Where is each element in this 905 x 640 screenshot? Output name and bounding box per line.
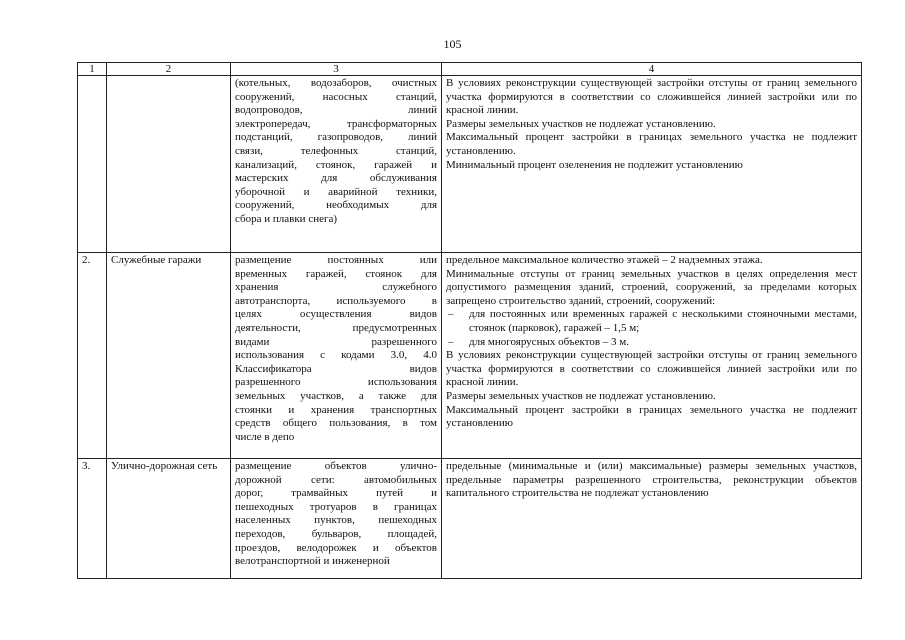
description-line: Классификатора видов bbox=[235, 362, 437, 375]
description-line: сооружений, необходимых для bbox=[235, 199, 437, 212]
row-description bbox=[231, 253, 442, 459]
row-number bbox=[78, 76, 107, 253]
setback-list bbox=[446, 308, 857, 349]
description-line: связи, телефонных станций, bbox=[235, 144, 437, 157]
description-line: дорожной сети: автомобильных bbox=[235, 473, 437, 486]
row-parameters bbox=[442, 459, 862, 579]
description-line: разрешенного использования bbox=[235, 376, 437, 389]
table-row bbox=[78, 253, 862, 459]
description-line: уборочной и аварийной техники, bbox=[235, 185, 437, 198]
header-cell: 1 bbox=[78, 63, 107, 76]
header-cell: 2 bbox=[107, 63, 231, 76]
row-parameters bbox=[442, 253, 862, 459]
description-line: пешеходных тротуаров в границах bbox=[235, 500, 437, 513]
description-line: мастерских для обслуживания bbox=[235, 172, 437, 185]
description-line: числе в депо bbox=[235, 430, 295, 443]
parameter-paragraph: Размеры земельных участков не подлежат установлению. bbox=[446, 117, 716, 130]
parameter-paragraph: Максимальный процент застройки в границах земельного участка не подлежит установлению bbox=[446, 403, 857, 430]
list-item: – для многоярусных объектов – 3 м. bbox=[446, 336, 857, 350]
description-line: (котельных, водозаборов, очистных bbox=[235, 77, 437, 89]
row-name: Улично-дорожная сеть bbox=[107, 459, 231, 579]
description-line: велотранспортной и инженерной bbox=[235, 555, 390, 568]
description-line: деятельности, предусмотренных bbox=[235, 321, 437, 334]
row-parameters bbox=[442, 76, 862, 253]
description-line: размещение постоянных или bbox=[235, 254, 437, 266]
parameter-paragraph: В условиях реконструкции существующей застройки отступы от границ земельного участка формируются в соответствии со сложившейся линией застройки или по красной линии. bbox=[446, 77, 857, 117]
list-item: – для постоянных или временных гаражей с несколькими стояночными местами, стоянок (парковок), гаражей – 1,5 м; bbox=[446, 308, 857, 335]
description-line: временных гаражей, стоянок для bbox=[235, 267, 437, 280]
description-line: канализаций, стоянок, гаражей и bbox=[235, 158, 437, 171]
description-line: видами разрешенного bbox=[235, 335, 437, 348]
description-line: использования с кодами 3.0, 4.0 bbox=[235, 349, 437, 362]
description-line: дорог, трамвайных путей и bbox=[235, 487, 437, 500]
description-line: населенных пунктов, пешеходных bbox=[235, 514, 437, 527]
parameter-paragraph: предельные (минимальные и (или) максимальные) размеры земельных участков, предельные параметры разрешенного строительства, реконструкции объектов капитального строительства не подлежат установлению bbox=[446, 460, 857, 500]
parameter-paragraph: Минимальные отступы от границ земельных участков в целях определения мест допустимого размещения зданий, строений, сооружений, за пределами которых запрещено строительство зданий, строений, сооружений: bbox=[446, 267, 857, 307]
row-number: 3. bbox=[78, 459, 107, 579]
header-cell: 4 bbox=[442, 63, 862, 76]
row-description bbox=[231, 76, 442, 253]
parameter-paragraph: Размеры земельных участков не подлежат установлению. bbox=[446, 389, 716, 402]
row-name bbox=[107, 76, 231, 253]
description-line: сооружений, насосных станций, bbox=[235, 90, 437, 103]
description-line: стоянки и хранения транспортных bbox=[235, 403, 437, 416]
table-row bbox=[78, 459, 862, 579]
parameter-paragraph: В условиях реконструкции существующей застройки отступы от границ земельного участка формируются в соответствии со сложившейся линией застройки или по красной линии. bbox=[446, 349, 857, 389]
description-line: целях осуществления видов bbox=[235, 308, 437, 321]
description-line: подстанций, газопроводов, линий bbox=[235, 131, 437, 144]
description-line: хранения служебного bbox=[235, 281, 437, 294]
row-description bbox=[231, 459, 442, 579]
description-line: земельных участков, а также для bbox=[235, 389, 437, 402]
description-line: сбора и плавки снега) bbox=[235, 212, 338, 225]
row-name: Служебные гаражи bbox=[107, 253, 231, 459]
description-line: электропередач, трансформаторных bbox=[235, 117, 437, 130]
description-line: размещение объектов улично- bbox=[235, 460, 437, 472]
row-number: 2. bbox=[78, 253, 107, 459]
table-header-row bbox=[78, 63, 862, 76]
description-line: водопроводов, линий bbox=[235, 104, 437, 117]
regulations-table bbox=[77, 62, 862, 579]
parameter-paragraph: предельное максимальное количество этажей – 2 надземных этажа. bbox=[446, 254, 763, 266]
table-row bbox=[78, 76, 862, 253]
parameter-paragraph: Минимальный процент озеленения не подлежит установлению bbox=[446, 158, 743, 171]
parameter-paragraph: Максимальный процент застройки в границах земельного участка не подлежит установлению. bbox=[446, 131, 857, 157]
description-line: автотранспорта, используемого в bbox=[235, 294, 437, 307]
description-line: проездов, велодорожек и объектов bbox=[235, 541, 437, 554]
description-line: средств общего пользования, в том bbox=[235, 417, 437, 430]
description-line: переходов, бульваров, площадей, bbox=[235, 527, 437, 540]
header-cell: 3 bbox=[231, 63, 442, 76]
page-number: 105 bbox=[443, 37, 462, 51]
